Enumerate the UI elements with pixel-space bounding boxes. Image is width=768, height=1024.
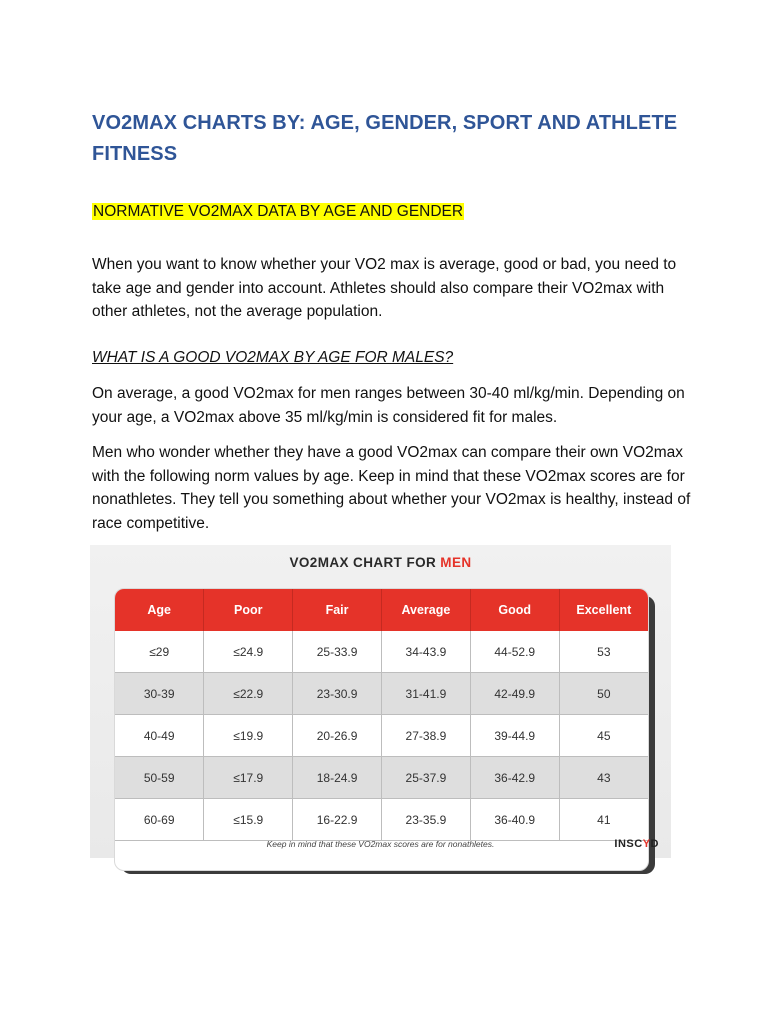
column-header-fair: Fair — [293, 589, 382, 631]
table-cell-poor: ≤24.9 — [204, 631, 293, 673]
paragraph-2: On average, a good VO2max for men ranges between 30-40 ml/kg/min. Depending on your age, a VO2max above 35 ml/kg/min is considered fit for males. — [92, 385, 685, 426]
table-cell-excellent: 43 — [559, 757, 648, 799]
table-cell-good: 36-40.9 — [470, 799, 559, 841]
inscyd-logo — [614, 838, 659, 850]
column-header-good: Good — [470, 589, 559, 631]
table-cell-poor: ≤15.9 — [204, 799, 293, 841]
table-cell-excellent: 53 — [559, 631, 648, 673]
table-cell-poor: ≤22.9 — [204, 673, 293, 715]
table-row — [115, 673, 648, 715]
logo-part-2: Y — [642, 838, 651, 850]
table-cell-good: 36-42.9 — [470, 757, 559, 799]
table-cell-fair: 18-24.9 — [293, 757, 382, 799]
table-cell-excellent: 50 — [559, 673, 648, 715]
table-cell-average: 27-38.9 — [381, 715, 470, 757]
table-row — [115, 757, 648, 799]
chart-card — [114, 588, 649, 871]
table-cell-average: 34-43.9 — [381, 631, 470, 673]
table-cell-age: 40-49 — [115, 715, 204, 757]
table-cell-age: ≤29 — [115, 631, 204, 673]
table-cell-age: 30-39 — [115, 673, 204, 715]
table-cell-average: 31-41.9 — [381, 673, 470, 715]
paragraph-3: Men who wonder whether they have a good VO2max can compare their own VO2max with the following norm values by age. Keep in mind that these VO2max scores are for nonathletes. They tell you something about whether your VO2max is healthy, instead of race competitive. — [92, 444, 691, 532]
chart-title — [90, 555, 671, 570]
table-cell-good: 39-44.9 — [470, 715, 559, 757]
table-cell-poor: ≤19.9 — [204, 715, 293, 757]
table-cell-excellent: 41 — [559, 799, 648, 841]
column-header-average: Average — [381, 589, 470, 631]
table-row — [115, 715, 648, 757]
highlighted-heading: NORMATIVE VO2MAX DATA BY AGE AND GENDER — [93, 203, 464, 220]
table-cell-average: 23-35.9 — [381, 799, 470, 841]
table-cell-poor: ≤17.9 — [204, 757, 293, 799]
chart-title-highlight: MEN — [440, 555, 472, 570]
intro-paragraph: When you want to know whether your VO2 max is average, good or bad, you need to take age and gender into account. Athletes should also compare their VO2max with other athletes, not the average population. — [92, 256, 677, 320]
logo-part-3: D — [650, 838, 659, 850]
page-title: VO2MAX CHARTS BY: AGE, GENDER, SPORT AND ATHLETE FITNESS — [92, 112, 678, 165]
table-cell-age: 50-59 — [115, 757, 204, 799]
chart-title-prefix: VO2MAX CHART FOR — [289, 555, 441, 570]
vo2max-table — [115, 589, 648, 841]
table-body — [115, 631, 648, 841]
table-header-row — [115, 589, 648, 631]
table-cell-fair: 25-33.9 — [293, 631, 382, 673]
table-row — [115, 799, 648, 841]
chart-footnote: Keep in mind that these VO2max scores are for nonathletes. — [266, 839, 495, 849]
column-header-poor: Poor — [204, 589, 293, 631]
logo-part-1: INSC — [614, 838, 643, 850]
vo2max-chart-image — [90, 545, 671, 858]
table-cell-good: 44-52.9 — [470, 631, 559, 673]
table-cell-average: 25-37.9 — [381, 757, 470, 799]
column-header-excellent: Excellent — [559, 589, 648, 631]
column-header-age: Age — [115, 589, 204, 631]
table-cell-excellent: 45 — [559, 715, 648, 757]
table-cell-fair: 20-26.9 — [293, 715, 382, 757]
table-cell-good: 42-49.9 — [470, 673, 559, 715]
table-cell-fair: 16-22.9 — [293, 799, 382, 841]
table-cell-fair: 23-30.9 — [293, 673, 382, 715]
highlighted-heading-wrap — [92, 201, 464, 223]
section-heading: WHAT IS A GOOD VO2MAX BY AGE FOR MALES? — [92, 349, 454, 366]
table-row — [115, 631, 648, 673]
table-cell-age: 60-69 — [115, 799, 204, 841]
